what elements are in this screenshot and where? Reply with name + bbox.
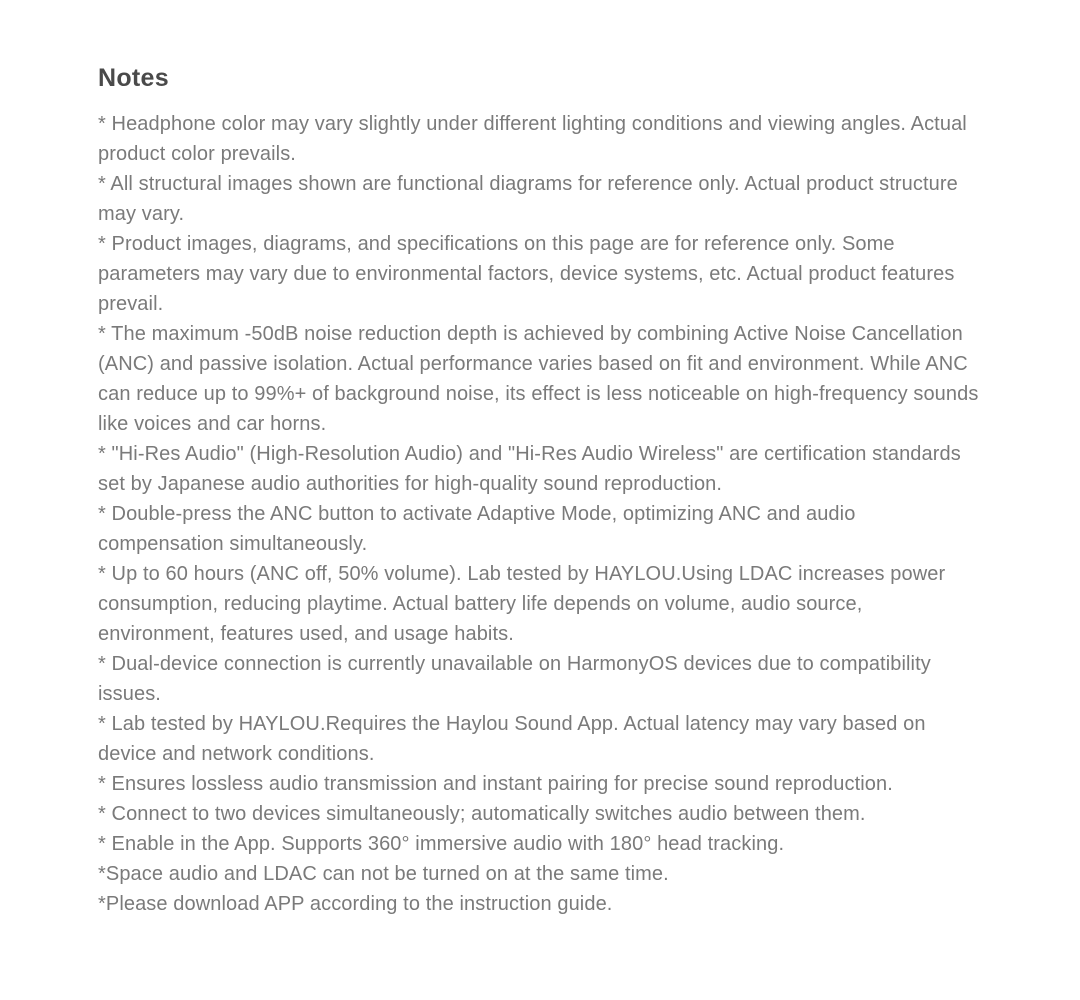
note-item: * Product images, diagrams, and specifications on this page are for reference only. Some parameters may vary due to environmental factors, device systems, etc. Actual product features prevail. xyxy=(98,233,955,315)
note-item: * The maximum -50dB noise reduction depth is achieved by combining Active Noise Cancellation (ANC) and passive isolation. Actual performance varies based on fit and environment. While ANC can reduce up to 99%+ of background noise, its effect is less noticeable on high-frequency sounds like voices and car horns. xyxy=(98,323,979,435)
note-item: * Headphone color may vary slightly under different lighting conditions and viewing angles. Actual product color prevails. xyxy=(98,113,967,165)
note-item: * Double-press the ANC button to activate Adaptive Mode, optimizing ANC and audio compensation simultaneously. xyxy=(98,503,856,555)
note-item: * All structural images shown are functional diagrams for reference only. Actual product structure may vary. xyxy=(98,173,958,225)
note-item: * Dual-device connection is currently unavailable on HarmonyOS devices due to compatibility issues. xyxy=(98,653,931,705)
notes-body xyxy=(98,109,984,919)
note-item: * "Hi-Res Audio" (High-Resolution Audio) and "Hi-Res Audio Wireless" are certification standards set by Japanese audio authorities for high-quality sound reproduction. xyxy=(98,443,961,495)
note-item: * Enable in the App. Supports 360° immersive audio with 180° head tracking. xyxy=(98,833,785,855)
note-item: * Ensures lossless audio transmission and instant pairing for precise sound reproduction. xyxy=(98,773,893,795)
note-item: *Please download APP according to the instruction guide. xyxy=(98,893,613,915)
note-item: * Up to 60 hours (ANC off, 50% volume). Lab tested by HAYLOU.Using LDAC increases power consumption, reducing playtime. Actual battery life depends on volume, audio source, environment, features used, and usage habits. xyxy=(98,563,946,645)
note-item: *Space audio and LDAC can not be turned on at the same time. xyxy=(98,863,669,885)
note-item: * Lab tested by HAYLOU.Requires the Haylou Sound App. Actual latency may vary based on device and network conditions. xyxy=(98,713,926,765)
note-item: * Connect to two devices simultaneously; automatically switches audio between them. xyxy=(98,803,866,825)
page-title: Notes xyxy=(98,64,169,92)
